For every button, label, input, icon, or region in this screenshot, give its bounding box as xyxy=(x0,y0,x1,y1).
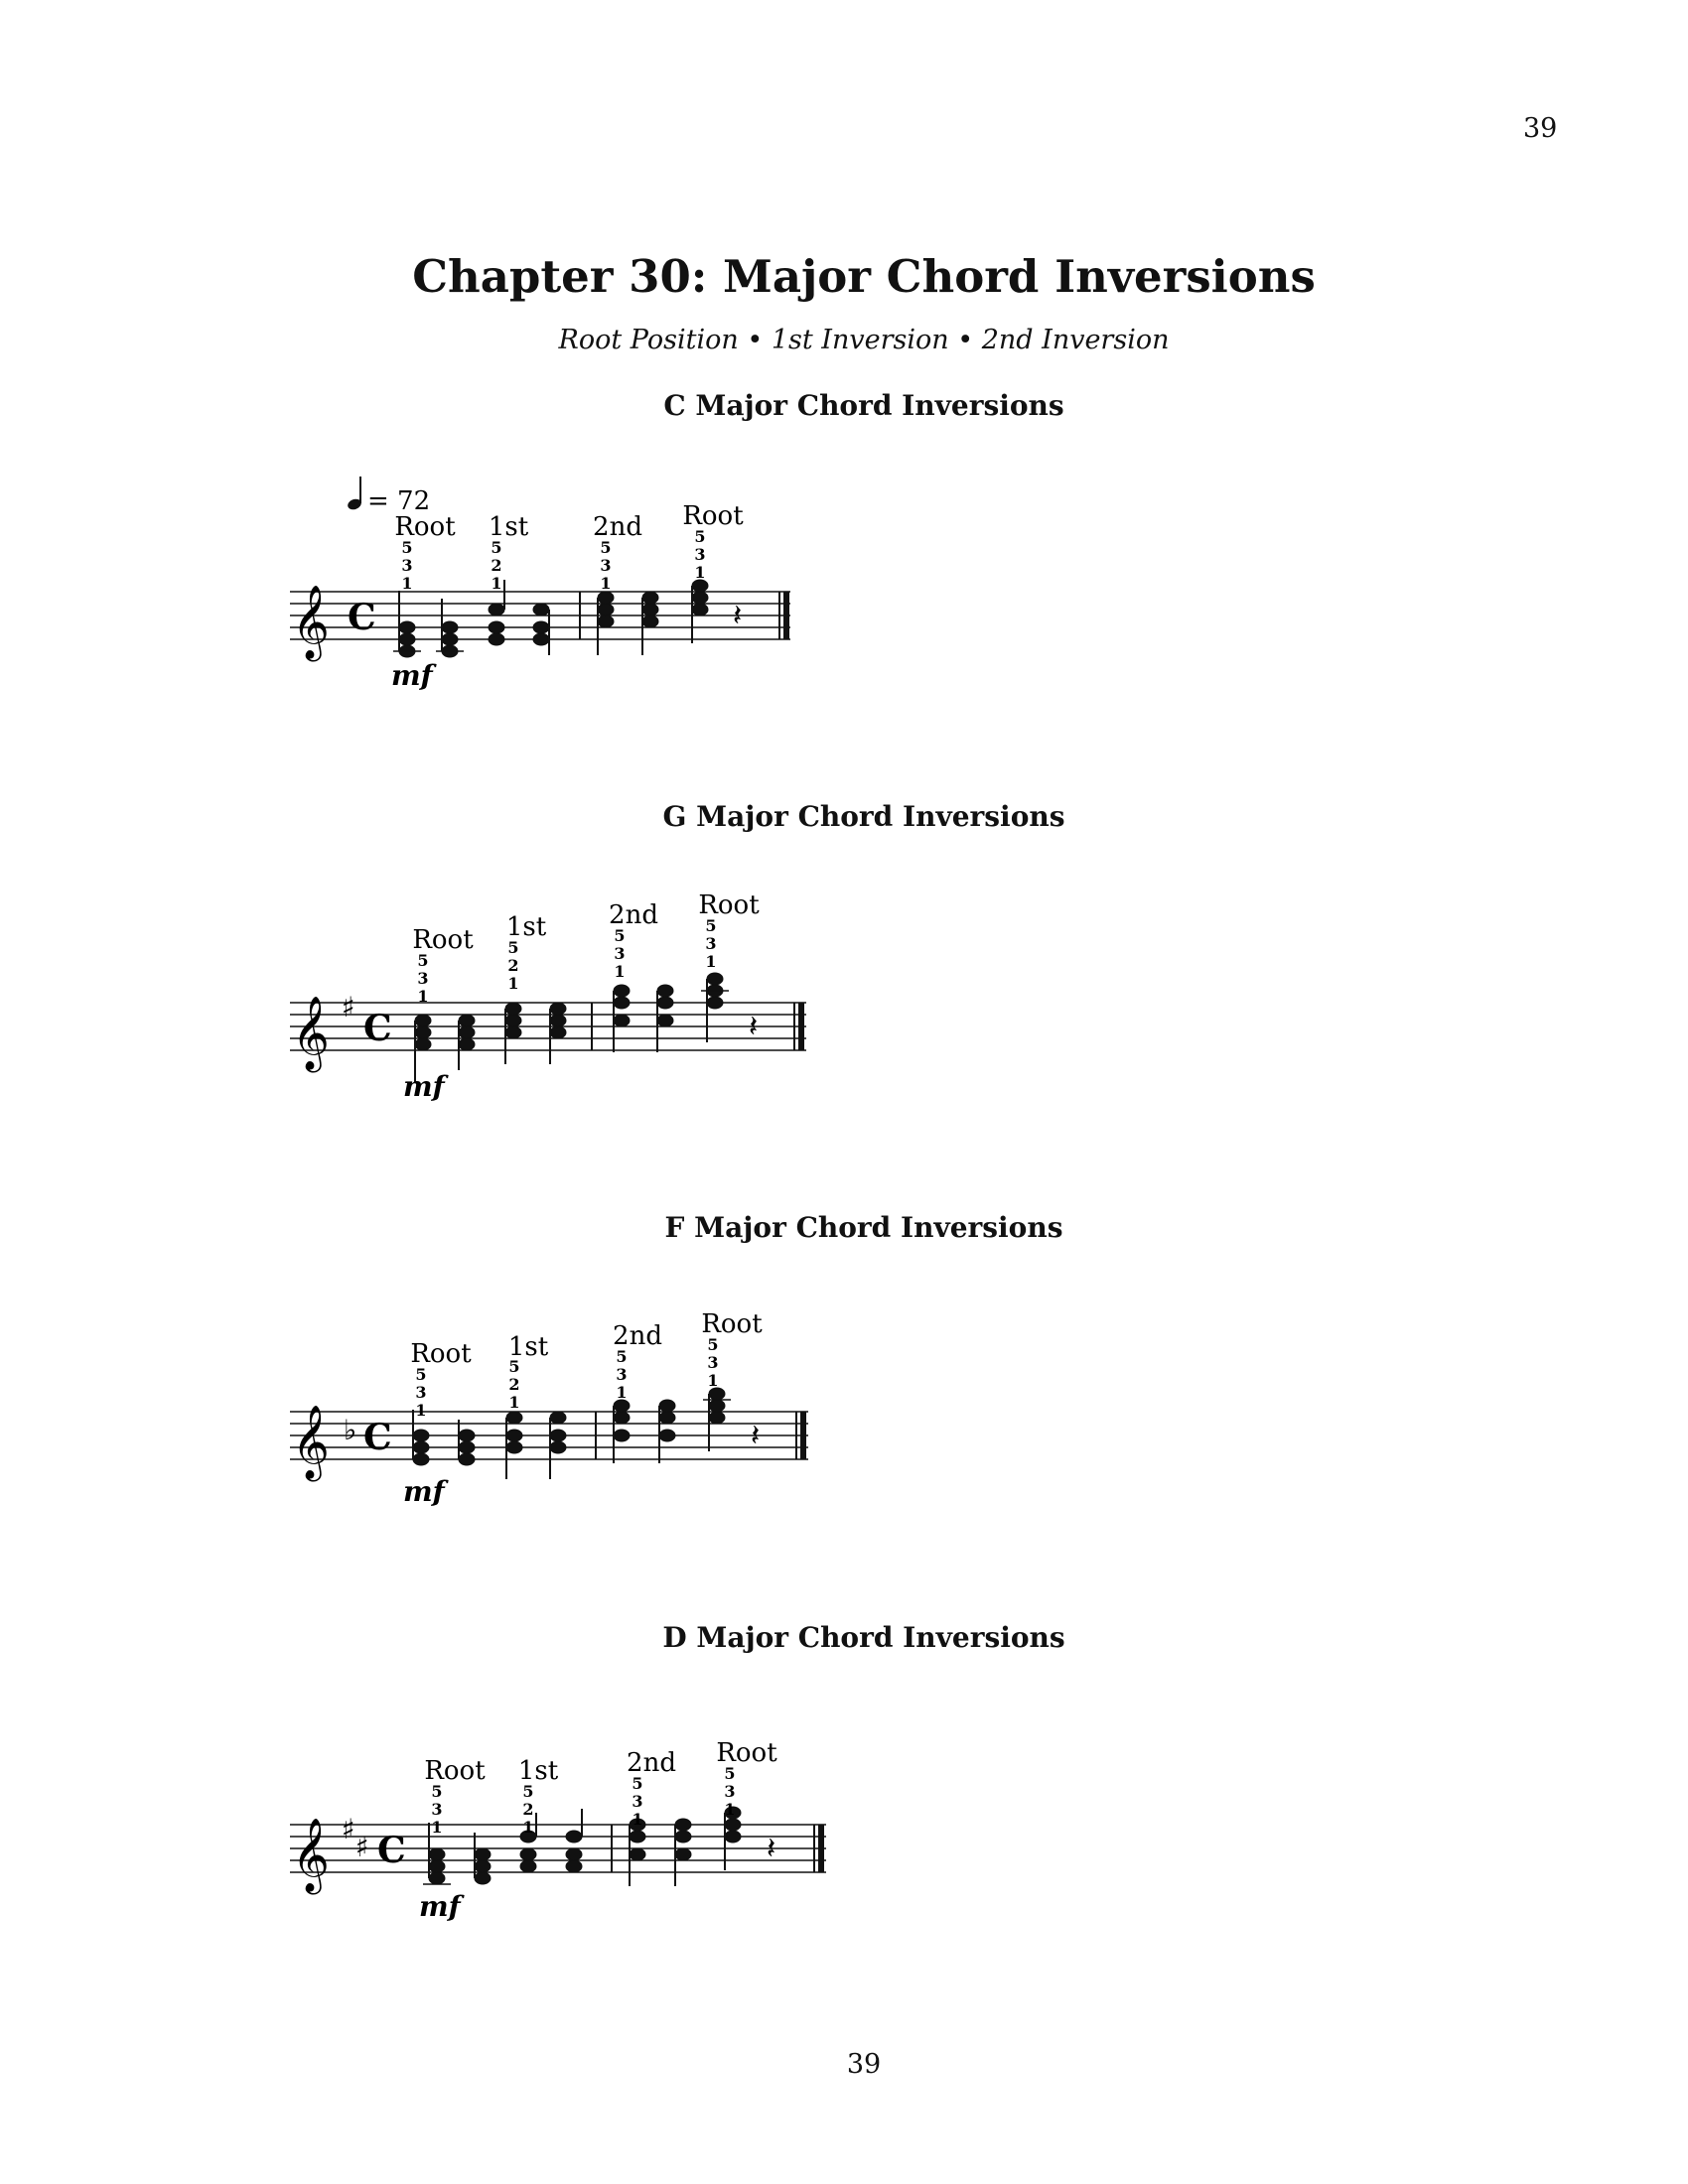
fingering: 5 xyxy=(614,926,626,945)
chord-label: Root xyxy=(410,1339,472,1369)
fingering: 5 xyxy=(401,538,413,557)
fingering: 5 xyxy=(694,527,706,546)
chord-label: 1st xyxy=(488,512,529,542)
fingering: 2 xyxy=(507,956,519,975)
fingering: 1 xyxy=(401,574,413,593)
fingering: 1 xyxy=(507,974,519,993)
sharp-icon: ♯ xyxy=(342,1813,355,1845)
chord-label: Root xyxy=(716,1738,777,1768)
quarter-rest-icon: 𝄽 xyxy=(749,1010,759,1044)
fingering: 5 xyxy=(632,1774,643,1793)
section-title-c-major: C Major Chord Inversions xyxy=(663,389,1064,422)
chord-label: Root xyxy=(701,1309,763,1339)
chord-label: 2nd xyxy=(613,1321,662,1351)
fingering: 1 xyxy=(632,1810,643,1829)
chord-label: 1st xyxy=(517,1756,559,1786)
quarter-rest-icon: 𝄽 xyxy=(767,1832,776,1866)
fingering: 5 xyxy=(522,1782,534,1801)
chord-label: Root xyxy=(412,925,474,955)
page-number-top: 39 xyxy=(1523,113,1558,144)
chord-label: 1st xyxy=(507,1332,549,1362)
fingering: 3 xyxy=(616,1365,628,1384)
quarter-rest-icon: 𝄽 xyxy=(733,599,743,633)
treble-clef-icon: 𝄞 xyxy=(292,997,330,1070)
dynamic-marking: mf xyxy=(403,1475,445,1508)
fingering: 5 xyxy=(507,938,519,957)
fingering: 1 xyxy=(415,1401,427,1420)
section-title-g-major: G Major Chord Inversions xyxy=(662,800,1065,833)
chapter-title: Chapter 30: Major Chord Inversions xyxy=(412,250,1316,303)
chord-label: 2nd xyxy=(609,900,658,930)
dynamic-marking: mf xyxy=(419,1890,461,1923)
fingering: 1 xyxy=(522,1818,534,1837)
chord-label: Root xyxy=(682,501,744,531)
staff-d-major xyxy=(0,1707,993,1966)
fingering: 3 xyxy=(415,1383,427,1402)
chord-notes xyxy=(415,973,729,1082)
time-signature: C xyxy=(348,597,376,638)
staff-f-major xyxy=(0,1291,993,1549)
chord-label: 2nd xyxy=(627,1748,676,1778)
fingering: 2 xyxy=(508,1375,520,1394)
fingering: 5 xyxy=(491,538,502,557)
svg-text:= 72: = 72 xyxy=(367,486,431,516)
fingering: 5 xyxy=(508,1357,520,1376)
staff-g-major xyxy=(0,874,993,1132)
fingering: 1 xyxy=(614,962,626,981)
treble-clef-icon: 𝄞 xyxy=(292,1819,330,1892)
fingering: 2 xyxy=(522,1800,534,1819)
fingering: 3 xyxy=(724,1782,736,1801)
fingering: 1 xyxy=(724,1800,736,1819)
fingering: 5 xyxy=(705,916,717,935)
flat-icon: ♭ xyxy=(344,1414,357,1446)
fingering: 1 xyxy=(417,987,429,1006)
fingering: 3 xyxy=(705,934,717,953)
section-title-d-major: D Major Chord Inversions xyxy=(662,1621,1065,1654)
treble-clef-icon: 𝄞 xyxy=(292,1406,330,1479)
fingering: 5 xyxy=(707,1335,719,1354)
time-signature: C xyxy=(363,1008,392,1049)
fingering: 5 xyxy=(415,1365,427,1384)
fingering: 1 xyxy=(616,1383,628,1402)
time-signature: C xyxy=(363,1417,392,1458)
fingering: 3 xyxy=(417,969,429,988)
chord-label: Root xyxy=(698,890,760,920)
chord-notes xyxy=(423,1807,741,1886)
quarter-rest-icon: 𝄽 xyxy=(751,1419,761,1453)
fingering: 3 xyxy=(600,556,612,575)
fingering: 1 xyxy=(431,1818,443,1837)
fingering: 1 xyxy=(491,574,502,593)
fingering: 5 xyxy=(616,1347,628,1366)
fingering: 5 xyxy=(431,1782,443,1801)
section-title-f-major: F Major Chord Inversions xyxy=(664,1211,1063,1244)
chord-label: Root xyxy=(394,512,456,542)
fingering: 1 xyxy=(694,563,706,582)
sharp-icon: ♯ xyxy=(355,1831,369,1863)
fingering: 1 xyxy=(705,952,717,971)
fingering: 5 xyxy=(600,538,612,557)
fingering: 3 xyxy=(632,1792,643,1811)
fingering: 1 xyxy=(600,574,612,593)
fingering: 2 xyxy=(491,556,502,575)
fingering: 3 xyxy=(694,545,706,564)
chord-label: 2nd xyxy=(593,512,642,542)
chord-label: Root xyxy=(424,1756,486,1786)
fingering: 5 xyxy=(724,1764,736,1783)
fingering: 3 xyxy=(614,944,626,963)
fingering: 3 xyxy=(431,1800,443,1819)
fingering: 3 xyxy=(707,1353,719,1372)
fingering: 5 xyxy=(417,951,429,970)
treble-clef-icon: 𝄞 xyxy=(292,586,330,659)
fingering: 1 xyxy=(508,1393,520,1412)
fingering: 3 xyxy=(401,556,413,575)
chord-notes xyxy=(413,1388,731,1479)
fingering: 1 xyxy=(707,1371,719,1390)
page-number-bottom: 39 xyxy=(846,2049,882,2080)
chapter-subtitle: Root Position • 1st Inversion • 2nd Inversion xyxy=(558,325,1170,355)
dynamic-marking: mf xyxy=(403,1070,445,1103)
tempo-marking xyxy=(347,477,430,516)
time-signature: C xyxy=(377,1830,406,1871)
sharp-icon: ♯ xyxy=(342,991,355,1024)
dynamic-marking: mf xyxy=(391,659,433,692)
chord-label: 1st xyxy=(505,912,547,942)
staff-c-major xyxy=(0,467,993,725)
